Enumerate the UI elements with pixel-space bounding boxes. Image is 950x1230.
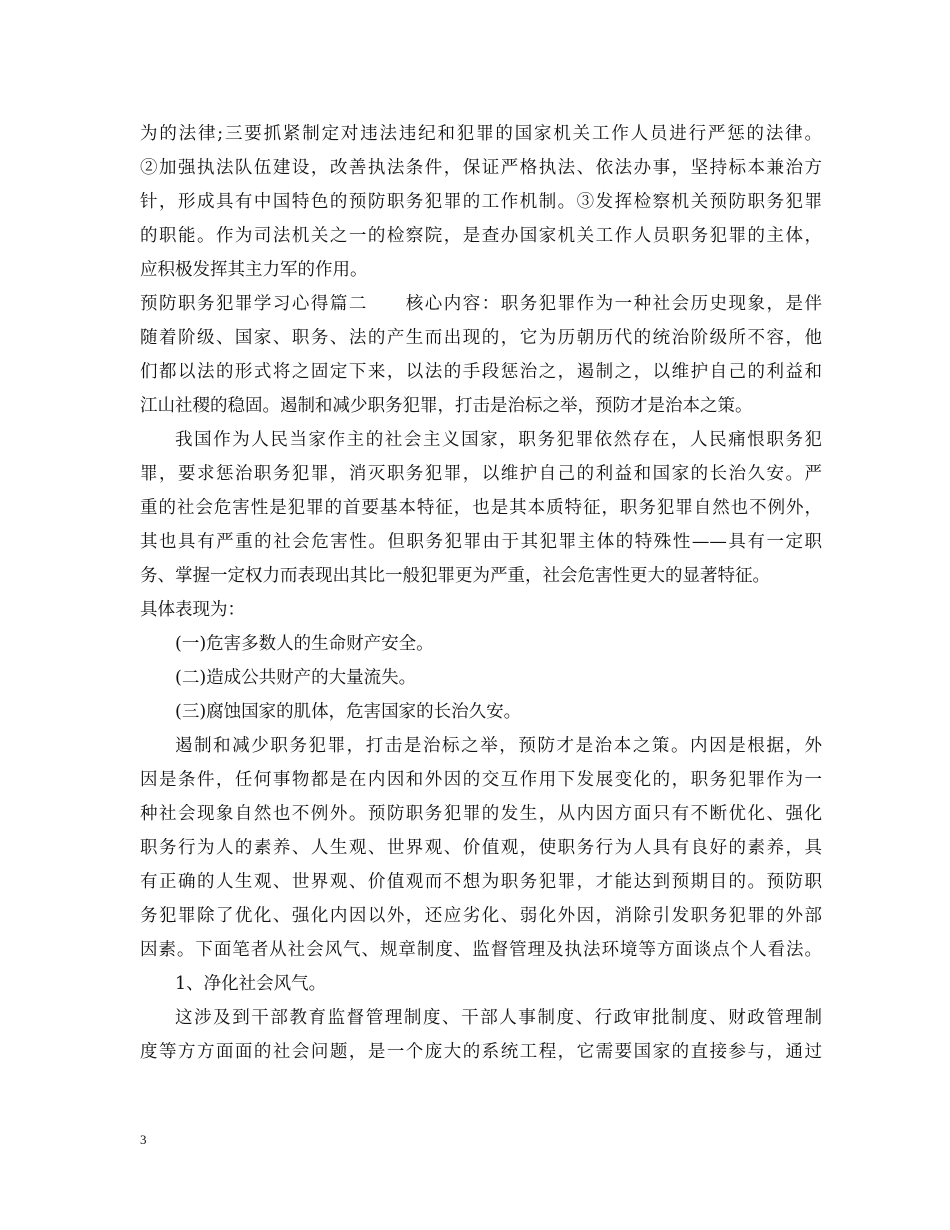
text-line: 应积极发挥其主力军的作用。 — [140, 260, 368, 280]
text-line: 因素。下面笔者从社会风气、规章制度、监督管理及执法环境等方面谈点个人看法。 — [140, 940, 822, 960]
list-item: (一)危害多数人的生命财产安全。 — [175, 634, 434, 654]
text-line: 其也具有严重的社会危害性。但职务犯罪由于其犯罪主体的特殊性——具有一定职 — [140, 532, 822, 552]
text-line: 这涉及到干部教育监督管理制度、干部人事制度、行政审批制度、财政管理制 — [175, 1008, 822, 1028]
text-line: 罪，要求惩治职务犯罪，消灭职务犯罪，以维护自己的利益和国家的长治久安。严 — [140, 464, 822, 484]
text-line: 的职能。作为司法机关之一的检察院，是查办国家机关工作人员职务犯罪的主体， — [140, 226, 822, 246]
text-line: 务、掌握一定权力而表现出其比一般犯罪更为严重，社会危害性更大的显著特征。 — [140, 566, 770, 586]
text-line: 具体表现为： — [140, 600, 245, 620]
document-body — [140, 117, 822, 1069]
text-line: 随着阶级、国家、职务、法的产生而出现的，它为历朝历代的统治阶级所不容，他 — [140, 328, 822, 348]
text-line: 职务行为人的素养、人生观、世界观、价值观，使职务行为人具有良好的素养，具 — [140, 838, 822, 858]
section-heading-line: 预防职务犯罪学习心得篇二 核心内容：职务犯罪作为一种社会历史现象，是伴 — [140, 294, 822, 314]
text-line: 种社会现象自然也不例外。预防职务犯罪的发生，从内因方面只有不断优化、强化 — [140, 804, 822, 824]
text-line: 因是条件，任何事物都是在内因和外因的交互作用下发展变化的，职务犯罪作为一 — [140, 770, 822, 790]
text-line: 有正确的人生观、世界观、价值观而不想为职务犯罪，才能达到预期目的。预防职 — [140, 872, 822, 892]
text-line: 针，形成具有中国特色的预防职务犯罪的工作机制。③发挥检察机关预防职务犯罪 — [140, 192, 822, 212]
text-line: 度等方方面面的社会问题，是一个庞大的系统工程，它需要国家的直接参与，通过 — [140, 1042, 822, 1062]
list-item: 1、净化社会风气。 — [175, 974, 327, 994]
page-number: 3 — [140, 1132, 147, 1147]
text-line: 江山社稷的稳固。遏制和减少职务犯罪，打击是治标之举，预防才是治本之策。 — [140, 396, 753, 416]
text-line: ②加强执法队伍建设，改善执法条件，保证严格执法、依法办事，坚持标本兼治方 — [140, 158, 822, 178]
text-line: 我国作为人民当家作主的社会主义国家，职务犯罪依然存在，人民痛恨职务犯 — [175, 430, 822, 450]
list-item: (二)造成公共财产的大量流失。 — [175, 668, 417, 688]
text-line: 为的法律;三要抓紧制定对违法违纪和犯罪的国家机关工作人员进行严惩的法律。 — [140, 124, 822, 144]
text-line: 遏制和减少职务犯罪，打击是治标之举，预防才是治本之策。内因是根据，外 — [175, 736, 822, 756]
text-line: 重的社会危害性是犯罪的首要基本特征，也是其本质特征，职务犯罪自然也不例外， — [140, 498, 822, 518]
text-line: 务犯罪除了优化、强化内因以外，还应劣化、弱化外因，消除引发职务犯罪的外部 — [140, 906, 822, 926]
list-item: (三)腐蚀国家的肌体，危害国家的长治久安。 — [175, 702, 522, 722]
text-line: 们都以法的形式将之固定下来，以法的手段惩治之，遏制之，以维护自己的利益和 — [140, 362, 822, 382]
